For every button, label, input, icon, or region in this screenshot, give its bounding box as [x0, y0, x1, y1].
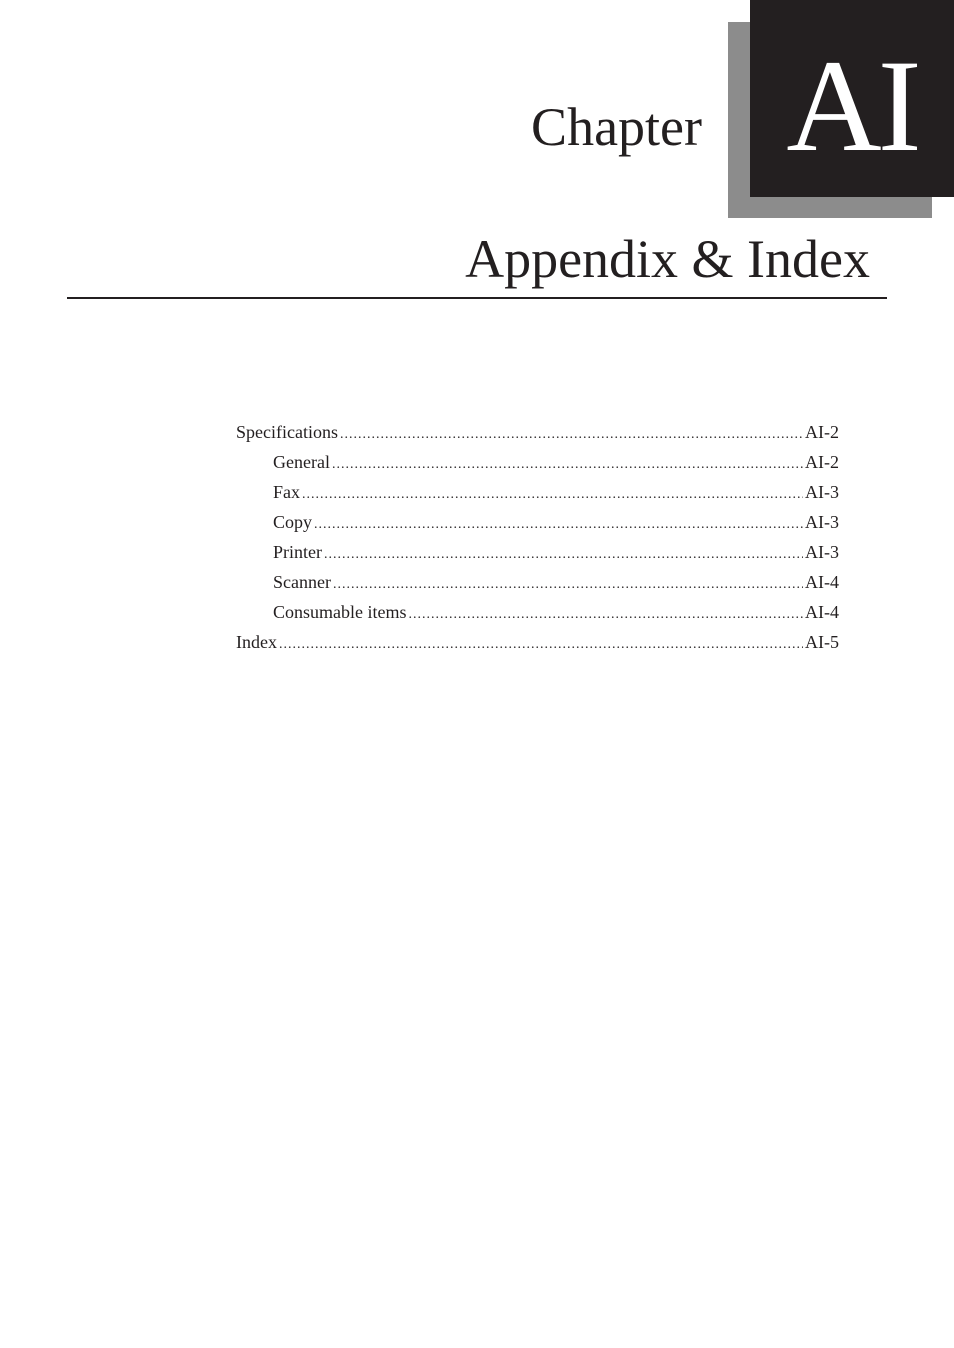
toc-dot-leader: [314, 517, 803, 533]
toc-entry-scanner[interactable]: [236, 572, 839, 602]
toc-dot-leader: [340, 427, 803, 443]
toc-entry-page: AI-2: [805, 422, 839, 442]
title-rule: [67, 297, 887, 299]
toc-dot-leader: [302, 487, 803, 503]
toc-entry-consumable-items[interactable]: [236, 602, 839, 632]
toc-entry-label: Specifications: [236, 422, 338, 442]
toc-entry-page: AI-2: [805, 452, 839, 472]
toc-entry-page: AI-3: [805, 542, 839, 562]
toc-entry-page: AI-4: [805, 602, 839, 622]
toc-entry-index[interactable]: [236, 632, 839, 662]
toc-entry-page: AI-3: [805, 512, 839, 532]
chapter-code: AI: [786, 32, 918, 179]
toc-entry-label: Scanner: [273, 572, 331, 592]
toc-entry-label: Consumable items: [273, 602, 407, 622]
toc-dot-leader: [409, 607, 804, 623]
chapter-label: Chapter: [531, 97, 702, 157]
table-of-contents: [236, 422, 839, 662]
toc-entry-general[interactable]: [236, 452, 839, 482]
toc-entry-page: AI-4: [805, 572, 839, 592]
toc-dot-leader: [324, 547, 803, 563]
toc-entry-label: General: [273, 452, 330, 472]
toc-dot-leader: [279, 637, 803, 653]
chapter-tab: [750, 0, 954, 197]
toc-entry-copy[interactable]: [236, 512, 839, 542]
toc-entry-specifications[interactable]: [236, 422, 839, 452]
toc-dot-leader: [332, 457, 803, 473]
toc-entry-label: Printer: [273, 542, 322, 562]
toc-entry-fax[interactable]: [236, 482, 839, 512]
toc-entry-printer[interactable]: [236, 542, 839, 572]
toc-dot-leader: [333, 577, 803, 593]
toc-entry-page: AI-3: [805, 482, 839, 502]
toc-entry-page: AI-5: [805, 632, 839, 652]
toc-entry-label: Copy: [273, 512, 313, 532]
chapter-title: Appendix & Index: [465, 229, 870, 289]
toc-entry-label: Fax: [273, 482, 300, 502]
toc-entry-label: Index: [236, 632, 277, 652]
